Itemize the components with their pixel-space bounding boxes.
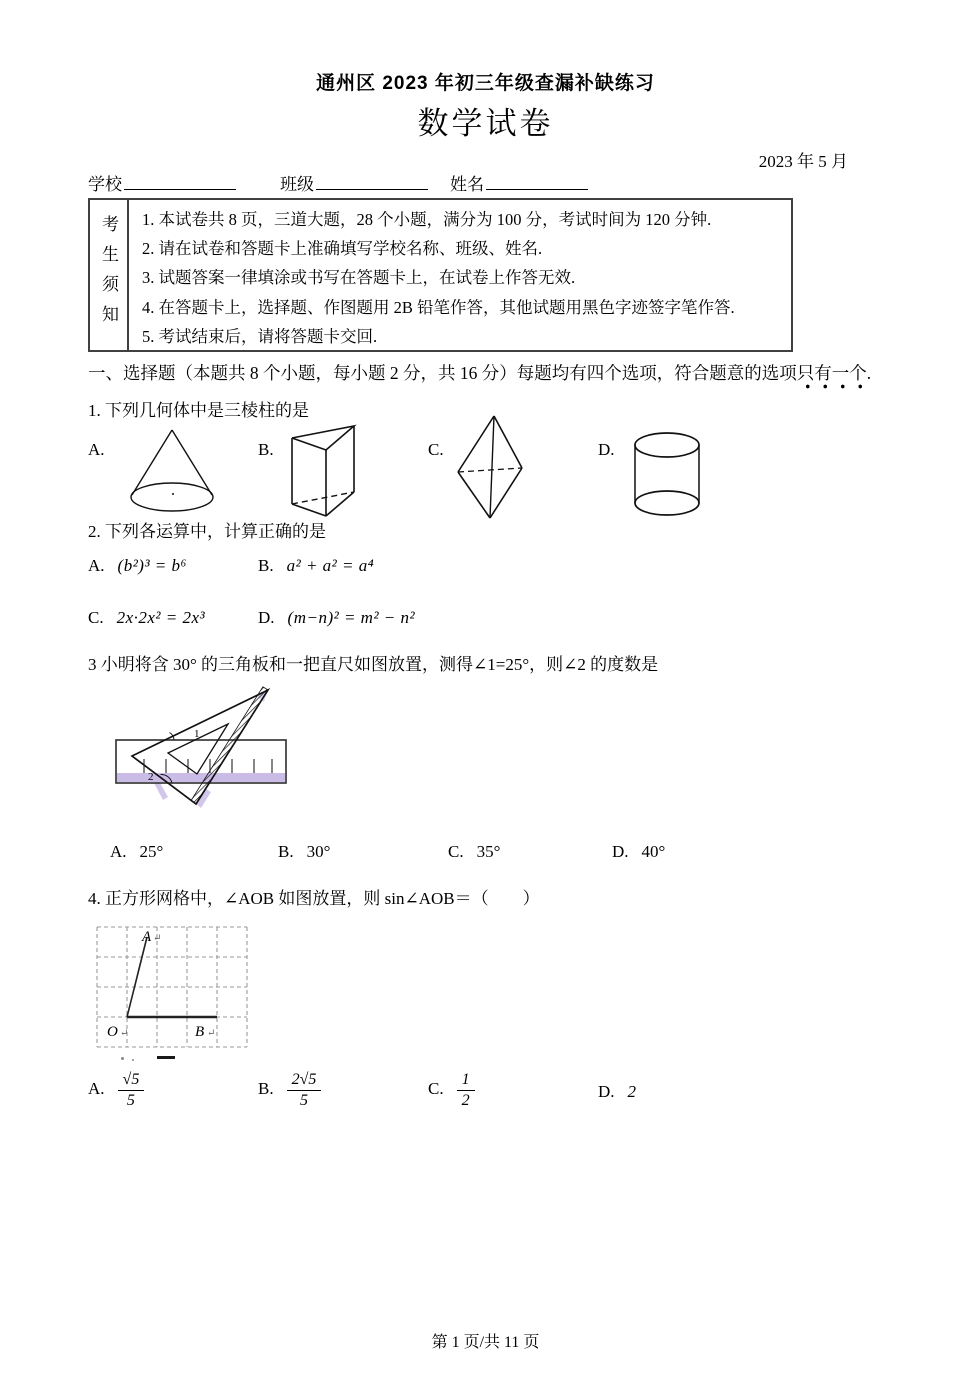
section1-heading-emphasized: 只有一个 <box>797 363 867 389</box>
notice-item: 4. 在答题卡上，选择题、作图题用 2B 铅笔作答，其他试题用黑色字迹签字笔作答. <box>142 297 735 317</box>
fraction-denominator: 5 <box>126 1092 135 1109</box>
q3-angle2-label: 2 <box>148 771 154 783</box>
q4-option-a <box>88 1072 144 1109</box>
q4-option-d-value: 2 <box>627 1082 637 1101</box>
q4-option-c-fraction <box>457 1072 475 1109</box>
q4-option-b-label: B. <box>258 1079 274 1099</box>
q4-return-mark-o: ↵ <box>120 1028 129 1039</box>
paper-title: 通州区 2023 年初三年级查漏补缺练习 <box>316 73 655 94</box>
q4-option-c <box>428 1072 475 1109</box>
crop-artifact <box>132 1059 134 1061</box>
q1-option-b-label: B. <box>258 440 274 459</box>
notice-item-list <box>129 200 791 350</box>
class-label: 班级 <box>280 175 314 194</box>
q4-point-b-label: B <box>195 1024 205 1040</box>
q4-option-d-label: D. <box>598 1082 615 1101</box>
q2-option-c-formula: 2x·2x² = 2x³ <box>116 608 206 627</box>
q4-option-a-fraction <box>118 1072 145 1109</box>
q3-option-a-label: A. <box>110 842 127 861</box>
notice-item: 2. 请在试卷和答题卡上准确填写学校名称、班级、姓名. <box>142 239 543 259</box>
page-number: 第 1 页/共 11 页 <box>431 1334 540 1351</box>
q3-angle1-label: 1 <box>194 728 200 740</box>
name-field <box>450 170 588 195</box>
q2-option-a-formula: (b²)³ = b⁶ <box>117 556 187 575</box>
q3-option-b-value: 30° <box>306 842 331 861</box>
q1-option-c-label: C. <box>428 440 444 459</box>
q4-point-a-label: A <box>142 929 152 945</box>
q4-option-b-fraction <box>287 1072 322 1109</box>
q3-option-c <box>448 842 500 862</box>
cone-icon <box>120 426 225 518</box>
cylinder-icon <box>630 430 704 520</box>
q3-option-b-label: B. <box>278 842 294 861</box>
fraction-numerator: √5 <box>118 1072 145 1091</box>
tetrahedron-icon <box>452 414 528 522</box>
q4-option-a-label: A. <box>88 1079 105 1099</box>
fraction-denominator: 2 <box>461 1092 470 1109</box>
q4-grid-angle-figure <box>96 926 250 1058</box>
question3-text: 3 小明将含 30° 的三角板和一把直尺如图放置，测得∠1=25°，则∠2 的度数是 <box>88 655 659 674</box>
q2-option-b <box>258 556 374 576</box>
q3-option-d <box>612 842 665 862</box>
examinee-notice-box <box>88 198 793 352</box>
q2-option-b-label: B. <box>258 556 274 575</box>
q4-option-b <box>258 1072 321 1109</box>
notice-item: 3. 试题答案一律填涂或书写在答题卡上，在试卷上作答无效. <box>142 268 576 288</box>
fraction-numerator: 2√5 <box>287 1072 322 1091</box>
fraction-numerator: 1 <box>457 1072 475 1091</box>
q3-option-d-value: 40° <box>641 842 666 861</box>
q4-option-c-label: C. <box>428 1079 444 1099</box>
q3-option-b <box>278 842 330 862</box>
school-field <box>88 170 236 195</box>
q2-option-c-label: C. <box>88 608 104 627</box>
q2-option-a <box>88 556 187 576</box>
q2-option-c <box>88 608 205 628</box>
q3-option-a-value: 25° <box>139 842 164 861</box>
school-label: 学校 <box>88 175 122 194</box>
section1-heading <box>88 360 871 385</box>
q2-option-d-label: D. <box>258 608 275 627</box>
q3-option-c-value: 35° <box>476 842 501 861</box>
class-blank-line <box>316 174 428 190</box>
question1-text: 1. 下列几何体中是三棱柱的是 <box>88 401 309 420</box>
q4-return-mark-b: ↵ <box>207 1028 216 1039</box>
q3-option-d-label: D. <box>612 842 629 861</box>
notice-side-label: 考生须知 <box>99 215 118 335</box>
crop-artifact <box>121 1057 124 1060</box>
section1-heading-prefix: 一、选择题（本题共 8 个小题，每小题 2 分，共 16 分）每题均有四个选项，符合题意的选项 <box>88 363 797 383</box>
q1-option-a-label: A. <box>88 440 105 459</box>
q2-option-b-formula: a² + a² = a⁴ <box>286 556 375 575</box>
q2-option-d-formula: (m−n)² = m² − n² <box>287 608 416 627</box>
crop-artifact <box>157 1056 175 1059</box>
q4-option-d <box>598 1082 637 1102</box>
notice-item: 5. 考试结束后，请将答题卡交回. <box>142 326 378 346</box>
q4-point-o-label: O <box>107 1024 118 1040</box>
q3-option-c-label: C. <box>448 842 464 861</box>
q4-return-mark-a: ↵ <box>153 933 162 944</box>
q2-option-d <box>258 608 415 628</box>
school-blank-line <box>124 174 236 190</box>
q3-option-a <box>110 842 163 862</box>
paper-date: 2023 年 5 月 <box>758 152 848 171</box>
name-blank-line <box>486 174 588 190</box>
paper-subtitle: 数学试卷 <box>417 106 554 141</box>
name-label: 姓名 <box>450 175 484 194</box>
section1-heading-suffix: . <box>866 363 872 383</box>
q2-option-a-label: A. <box>88 556 105 575</box>
q1-option-d-label: D. <box>598 440 615 459</box>
question4-text: 4. 正方形网格中，∠AOB 如图放置，则 sin∠AOB＝（ ） <box>88 889 540 908</box>
class-field <box>280 170 428 195</box>
question2-text: 2. 下列各运算中，计算正确的是 <box>88 522 326 541</box>
notice-item: 1. 本试卷共 8 页，三道大题，28 个小题，满分为 100 分，考试时间为 120 分钟. <box>142 210 712 229</box>
q3-ruler-triangle-figure <box>108 684 308 824</box>
triangular-prism-icon <box>288 420 362 524</box>
notice-side-column <box>90 200 129 350</box>
fraction-denominator: 5 <box>299 1092 308 1109</box>
